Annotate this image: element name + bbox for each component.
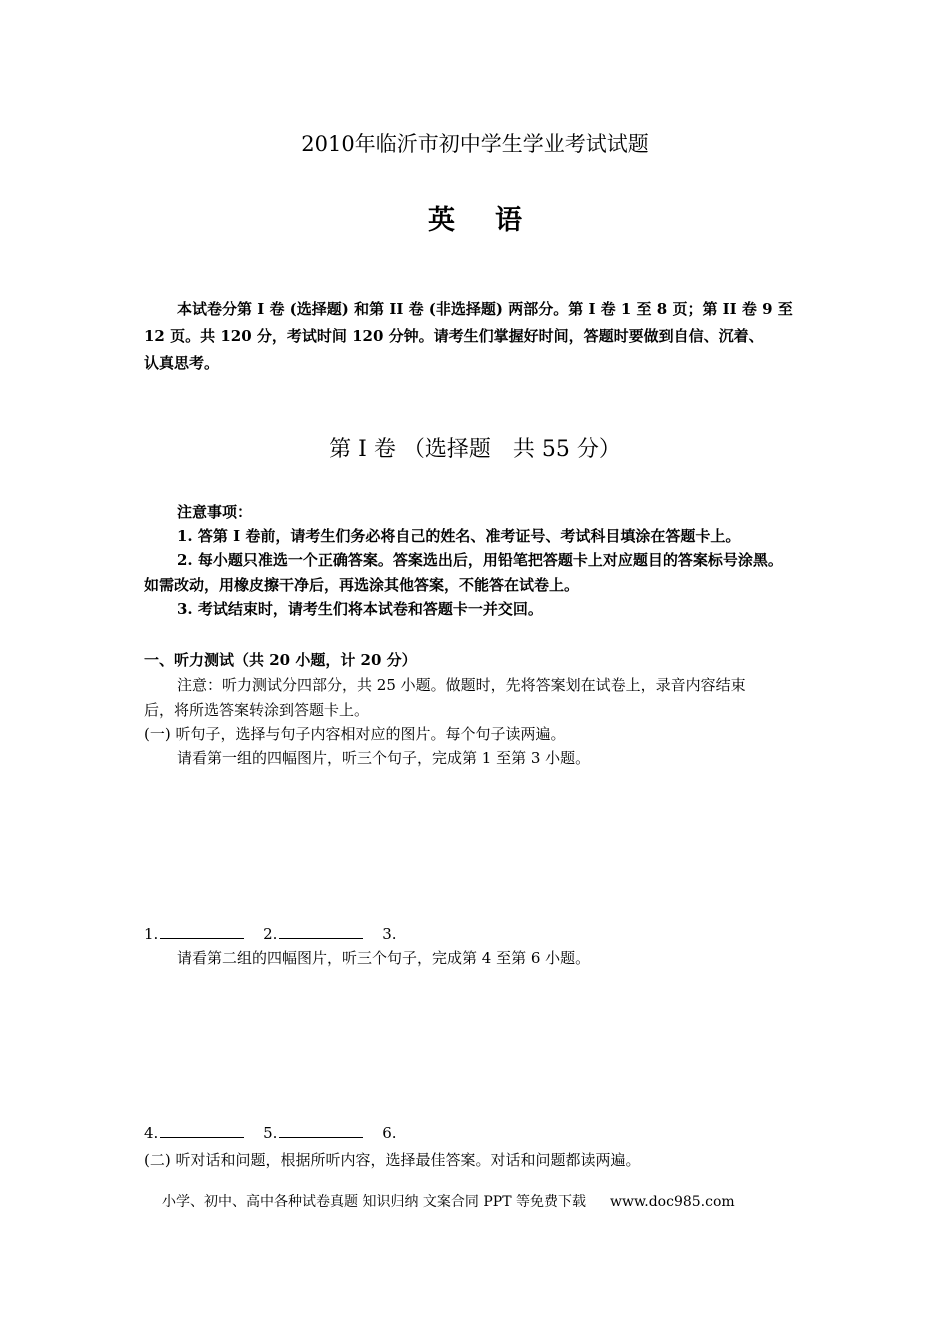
group1-answer-row: [144, 925, 397, 943]
intro-line-3: 认真思考。: [144, 354, 220, 372]
footer-url: www.doc985.com: [609, 1194, 735, 1210]
answer-blank: [279, 925, 363, 939]
notes-item-1: 1. 答第 I 卷前，请考生们务必将自己的姓名、准考证号、考试科目填涂在答题卡上。: [177, 527, 741, 545]
group1-instruction: 请看第一组的四幅图片，听三个句子，完成第 1 至第 3 小题。: [177, 749, 591, 767]
answer-number: 4.: [144, 1124, 159, 1142]
notes-item-3: 3. 考试结束时，请考生们将本试卷和答题卡一并交回。: [177, 600, 543, 618]
listening-note-2: 后，将所选答案转涂到答题卡上。: [144, 701, 370, 719]
part2-instruction: (二) 听对话和问题，根据所听内容，选择最佳答案。对话和问题都读两遍。: [144, 1151, 641, 1169]
listening-heading: 一、听力测试（共 20 小题，计 20 分）: [144, 651, 417, 669]
notes-heading: 注意事项：: [177, 503, 253, 521]
answer-blank: [279, 1124, 363, 1138]
answer-number: 1.: [144, 925, 159, 943]
footer: [162, 1191, 735, 1211]
group2-answer-row: [144, 1124, 397, 1142]
notes-item-2-cont: 如需改动，用橡皮擦干净后，再选涂其他答案，不能答在试卷上。: [144, 576, 580, 594]
intro-line-2: 12 页。共 120 分，考试时间 120 分钟。请考生们掌握好时间，答题时要做到自信、沉着、: [144, 327, 764, 345]
answer-blank: [160, 925, 244, 939]
intro-line-1: 本试卷分第 I 卷 (选择题) 和第 II 卷 (非选择题) 两部分。第 I 卷 1 至 8 页；第 II 卷 9 至: [177, 300, 793, 318]
group2-instruction: 请看第二组的四幅图片，听三个句子，完成第 4 至第 6 小题。: [177, 949, 591, 967]
answer-number: 6.: [382, 1124, 397, 1142]
section-title: 第 I 卷 （选择题 共 55 分）: [329, 437, 621, 462]
subject-title: 英语: [428, 205, 562, 236]
page-title: 2010年临沂市初中学生学业考试试题: [301, 132, 649, 156]
footer-text: 小学、初中、高中各种试卷真题 知识归纳 文案合同 PPT 等免费下载: [162, 1194, 586, 1210]
listening-note-1: 注意：听力测试分四部分，共 25 小题。做题时，先将答案划在试卷上，录音内容结束: [177, 676, 746, 694]
answer-blank: [160, 1124, 244, 1138]
answer-number: 3.: [382, 925, 397, 943]
part1-instruction: (一) 听句子，选择与句子内容相对应的图片。每个句子读两遍。: [144, 725, 566, 743]
notes-item-2: 2. 每小题只准选一个正确答案。答案选出后，用铅笔把答题卡上对应题目的答案标号涂黑。: [177, 551, 783, 569]
answer-number: 5.: [263, 1124, 278, 1142]
answer-number: 2.: [263, 925, 278, 943]
